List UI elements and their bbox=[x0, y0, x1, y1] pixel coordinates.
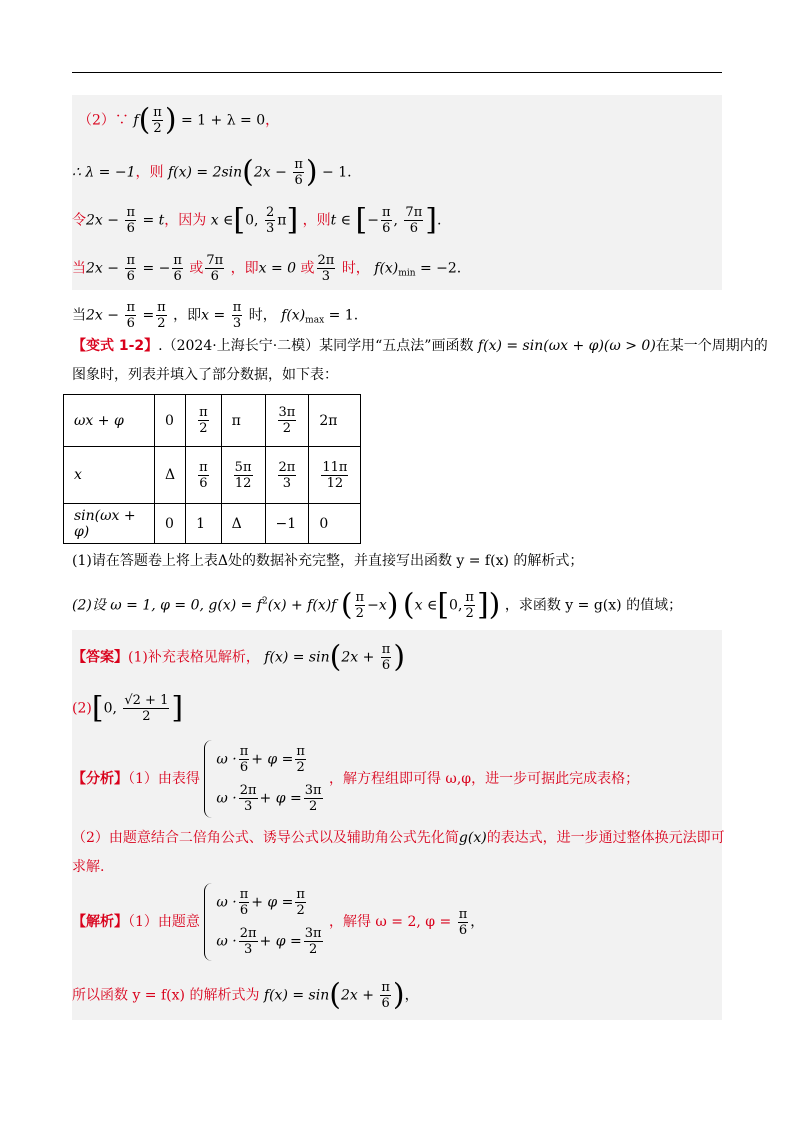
table-cell: $\frac{2\pi}{3}$ bbox=[265, 447, 309, 504]
part2-line2: ∴ λ = −1，则 f(x) = 2sin(2x − $\frac{\pi}{6}$ ) − 1. bbox=[72, 154, 352, 190]
answer-line1: 【答案】(1)补充表格见解析， f(x) = sin(2x + $\frac{\pi}{6}$ ) bbox=[72, 639, 406, 675]
part2-line5: 当2x − $\frac{\pi}{6}$ = $\frac{\pi}{2}$ ，即x = $\frac{\pi}{3}$ 时， $f(x)_{max} = 1$. bbox=[72, 300, 359, 331]
part2-line4: 当2x − $\frac{\pi}{6}$ = − $\frac{\pi}{6}$ 或 $\frac{7\pi}{6}$ ，即x = 0 或 $\frac{2\pi}{3}$ 时， $f(x)_{min} = -2$. bbox=[72, 253, 462, 284]
equation-system: ω · $\frac{\pi}{6}$ + φ = $\frac{\pi}{2}$ ω · $\frac{2\pi}{3}$ + φ = $\frac{3\pi}{2}$ bbox=[204, 740, 324, 818]
table-cell: $\frac{11\pi}{12}$ bbox=[309, 447, 361, 504]
five-point-table bbox=[63, 394, 361, 544]
table-row bbox=[64, 447, 361, 504]
question-2: (2)设 ω = 1, φ = 0, $g(x) = f^2(x) + f(x)f$ ( $\frac{\pi}{2}$ −x) (x ∈[0, $\frac{\pi}{2}$ ]) ，求函数 y = g(x) 的值域； bbox=[72, 587, 683, 623]
equation-system: ω · $\frac{\pi}{6}$ + φ = $\frac{\pi}{2}$ ω · $\frac{2\pi}{3}$ + φ = $\frac{3\pi}{2}$ bbox=[204, 883, 324, 961]
analysis-line1: 【分析】（1）由表得 ω · $\frac{\pi}{6}$ + φ = $\frac{\pi}{2}$ ω · $\frac{2\pi}{3}$ + φ = $\frac{3\pi}{2}$ ，解方程组即可得 ω,φ，进一步可据此完成表格； bbox=[72, 740, 639, 818]
table-cell: $\frac{\pi}{2}$ bbox=[186, 395, 222, 447]
table-cell: 0 bbox=[155, 395, 186, 447]
table-cell: Δ bbox=[221, 504, 265, 544]
table-cell: Δ bbox=[155, 447, 186, 504]
question-1: (1)请在答题卷上将上表Δ处的数据补充完整，并直接写出函数 y = f(x) 的解析式； bbox=[72, 553, 584, 569]
table-cell: ωx + φ bbox=[64, 395, 155, 447]
part2-line1: （2）∵ f( $\frac{\pi}{2}$ ) = 1 + λ = 0， bbox=[78, 102, 280, 138]
table-cell: $\frac{\pi}{6}$ bbox=[186, 447, 222, 504]
table-cell: π bbox=[221, 395, 265, 447]
table-cell: sin(ωx + φ) bbox=[64, 504, 155, 544]
table-row bbox=[64, 504, 361, 544]
part2-line3: 令2x − $\frac{\pi}{6}$ = t，因为 x ∈[0, $\frac{2}{3}$ π] ，则t ∈ [− $\frac{\pi}{6}$ , $\frac{7\pi}{6}$ ]. bbox=[72, 202, 442, 238]
table-cell: 1 bbox=[186, 504, 222, 544]
problem-line1: 【变式 1-2】.（2024·上海长宁·二模）某同学用“五点法”画函数 f(x) = sin(ωx + φ)(ω > 0)在某一个周期内的 bbox=[72, 338, 768, 354]
analysis-line2: （2）由题意结合二倍角公式、诱导公式以及辅助角公式先化简g(x)的表达式，进一步通过整体换元法即可 bbox=[72, 830, 725, 846]
answer-block bbox=[72, 630, 722, 1020]
problem-line2: 图象时，列表并填入了部分数据，如下表： bbox=[72, 367, 338, 383]
table-cell: 0 bbox=[155, 504, 186, 544]
table-cell: −1 bbox=[265, 504, 309, 544]
solution-line2: 所以函数 y = f(x) 的解析式为 f(x) = sin(2x + $\frac{\pi}{6}$ )， bbox=[72, 977, 419, 1013]
analysis-line3: 求解. bbox=[72, 859, 105, 875]
table-cell: 2π bbox=[309, 395, 361, 447]
answer-line2: (2)[0, $\frac{√2 + 1}{2}$ ] bbox=[72, 690, 184, 726]
table-cell: x bbox=[64, 447, 155, 504]
table-row bbox=[64, 395, 361, 447]
solution-line1: 【解析】（1）由题意 ω · $\frac{\pi}{6}$ + φ = $\frac{\pi}{2}$ ω · $\frac{2\pi}{3}$ + φ = $\frac{3\pi}{2}$ ，解得 ω = 2, φ = $\frac{\pi}{6}$ ， bbox=[72, 883, 484, 961]
table-cell: 0 bbox=[309, 504, 361, 544]
header-rule bbox=[72, 72, 722, 73]
table-cell: $\frac{5\pi}{12}$ bbox=[221, 447, 265, 504]
table-cell: $\frac{3\pi}{2}$ bbox=[265, 395, 309, 447]
